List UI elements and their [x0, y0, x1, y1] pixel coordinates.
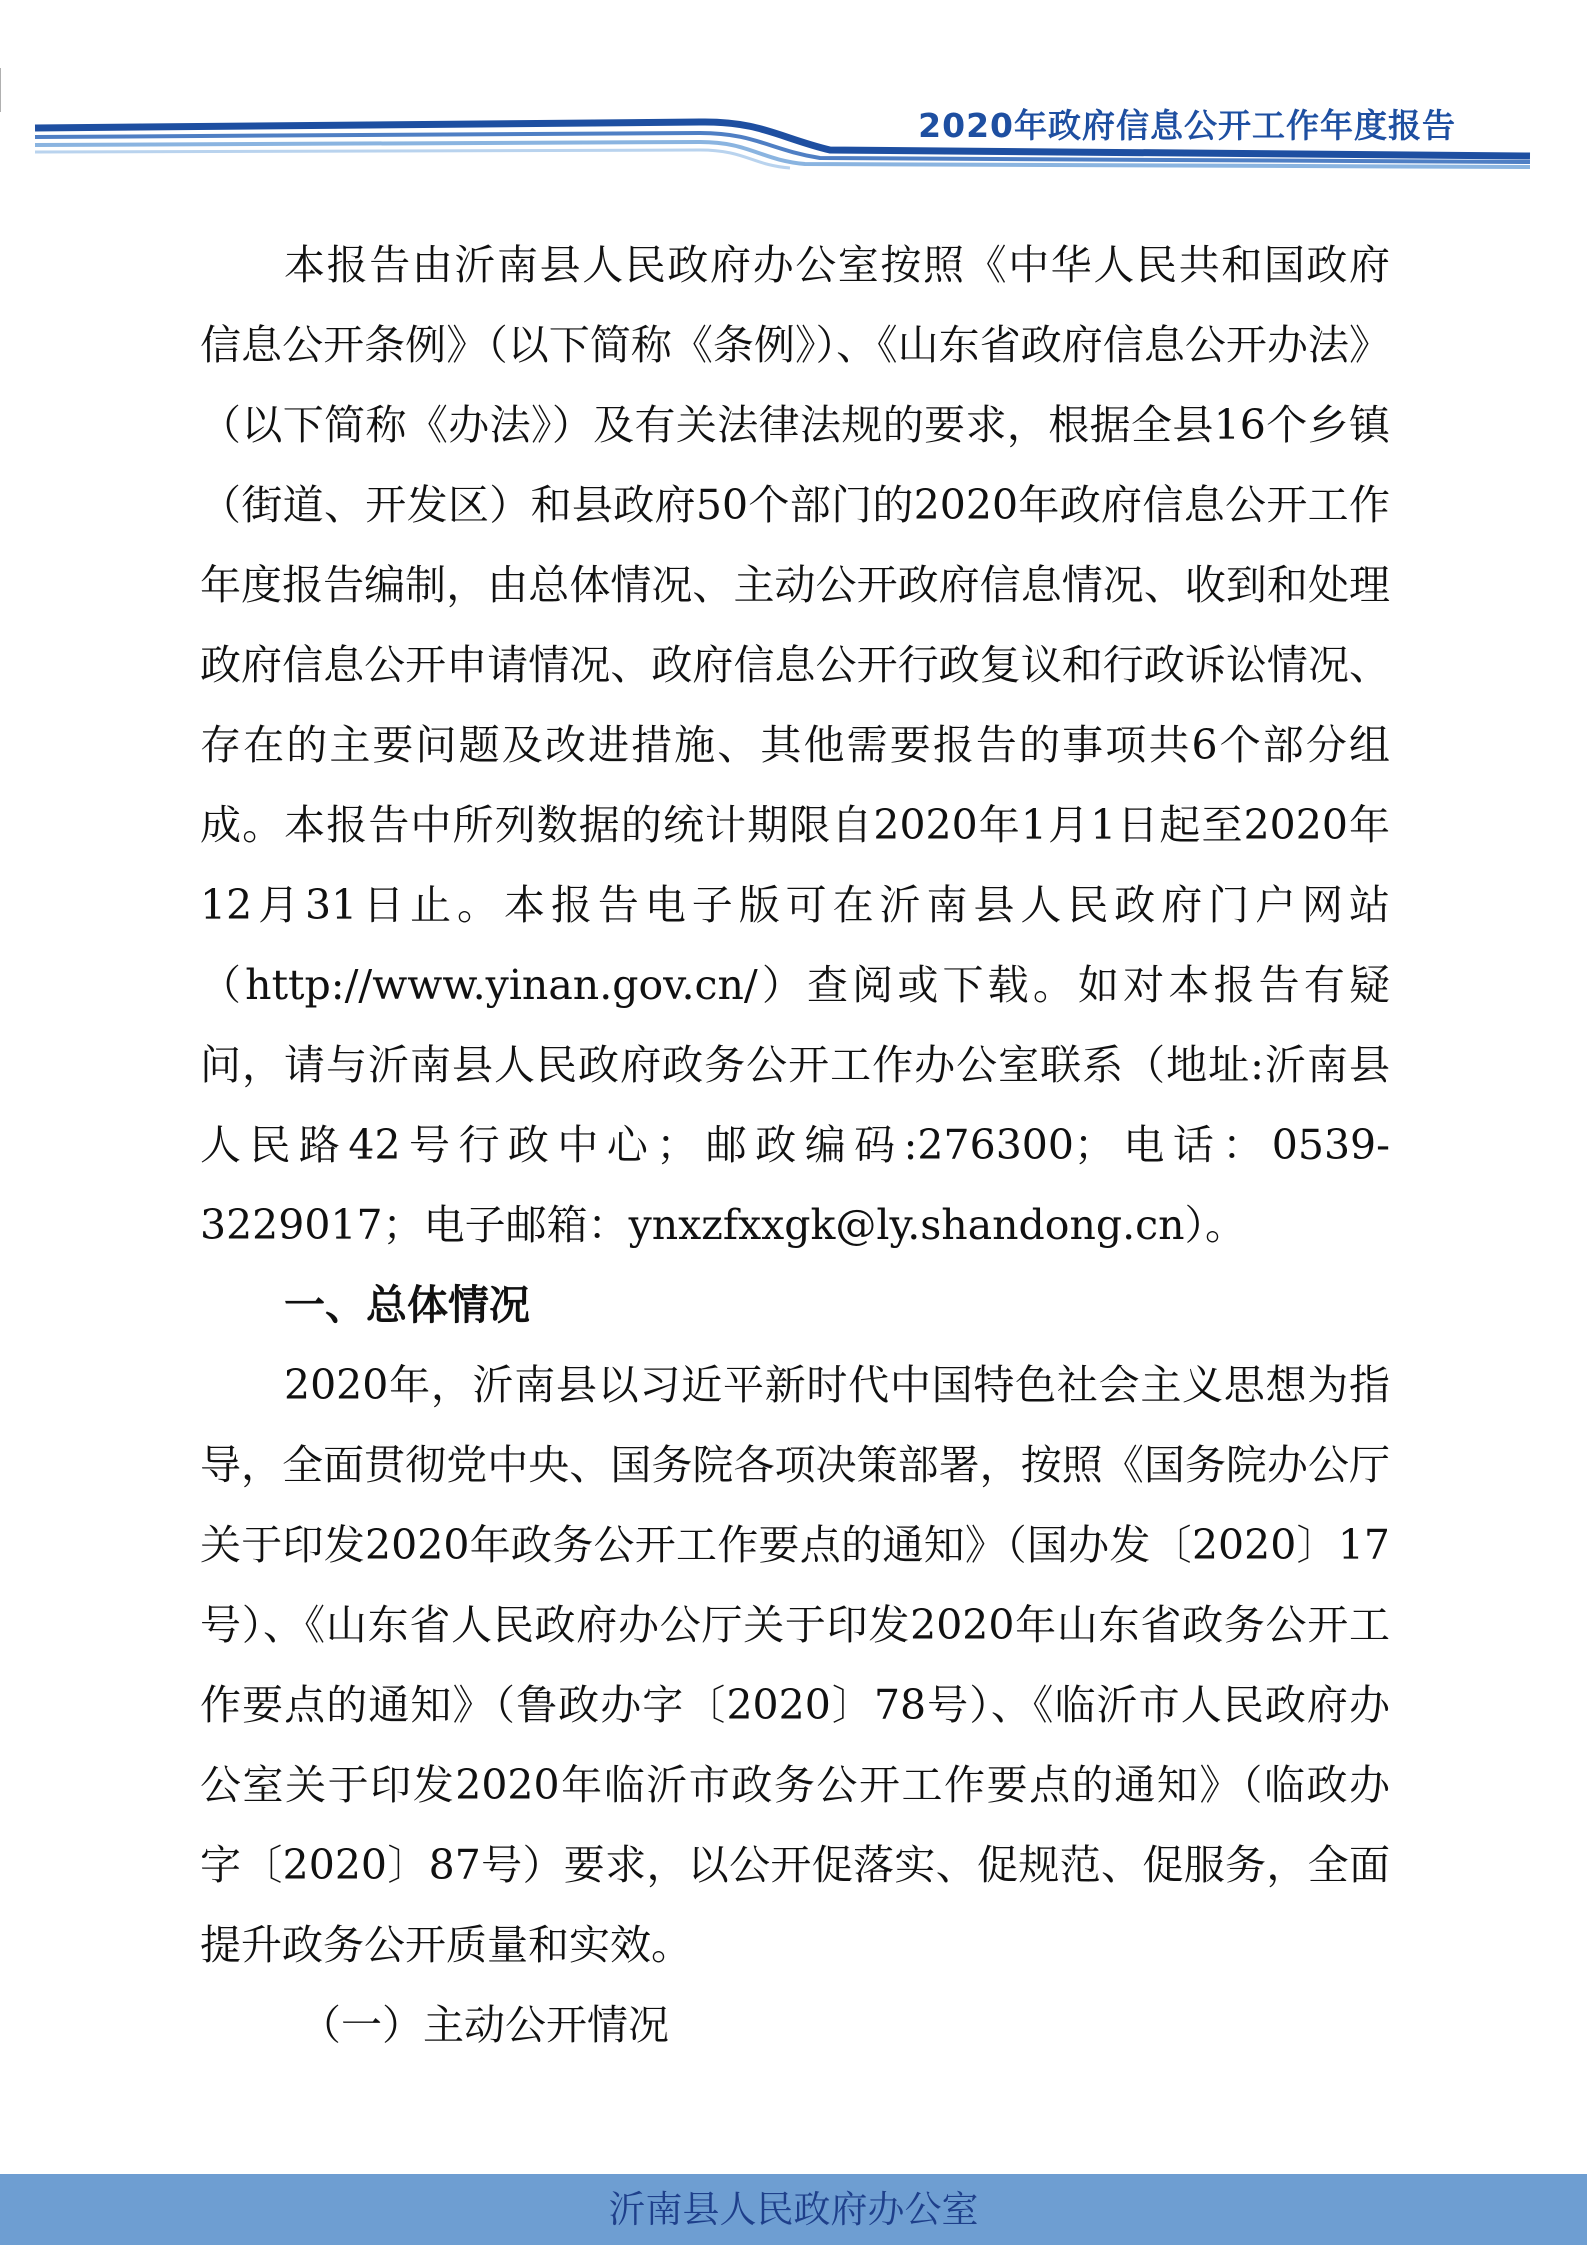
- page-footer: [0, 2174, 1587, 2245]
- footer-office-name: 沂南县人民政府办公室: [608, 2188, 979, 2231]
- overall-paragraph: 2020年，沂南县以习近平新时代中国特色社会主义思想为指导，全面贯彻党中央、国务院各项决策部署，按照《国务院办公厅关于印发2020年政务公开工作要点的通知》（国办发〔2020〕17号）、《山东省人民政府办公厅关于印发2020年山东省政务公开工作要点的通知》（鲁政办字〔2020〕78号）、《临沂市人民政府办公室关于印发2020年临沂市政务公开工作要点的通知》（临政办字〔2020〕87号）要求，以公开促落实、促规范、促服务，全面提升政务公开质量和实效。: [200, 1361, 1390, 1969]
- page-header: [0, 0, 1587, 180]
- subsection-heading-active-disclosure: （一）主动公开情况: [300, 2001, 669, 2049]
- header-swoosh-decoration: [0, 0, 1587, 180]
- document-body: [200, 225, 1390, 2065]
- report-header-title: 2020年政府信息公开工作年度报告: [918, 106, 1456, 145]
- intro-paragraph: 本报告由沂南县人民政府办公室按照《中华人民共和国政府信息公开条例》（以下简称《条例》）、《山东省政府信息公开办法》（以下简称《办法》）及有关法律法规的要求，根据全县16个乡镇（街道、开发区）和县政府50个部门的2020年政府信息公开工作年度报告编制，由总体情况、主动公开政府信息情况、收到和处理政府信息公开申请情况、政府信息公开行政复议和行政诉讼情况、存在的主要问题及改进措施、其他需要报告的事项共6个部分组成。本报告中所列数据的统计期限自2020年1月1日起至2020年12月31日止。本报告电子版可在沂南县人民政府门户网站（http://www.yinan.gov.cn/）查阅或下载。如对本报告有疑问，请与沂南县人民政府政务公开工作办公室联系（地址:沂南县人民路42号行政中心；邮政编码:276300；电话：0539-3229017；电子邮箱：ynxzfxxgk@ly.shandong.cn）。: [200, 241, 1390, 1249]
- section-heading-overall: 一、总体情况: [284, 1281, 530, 1329]
